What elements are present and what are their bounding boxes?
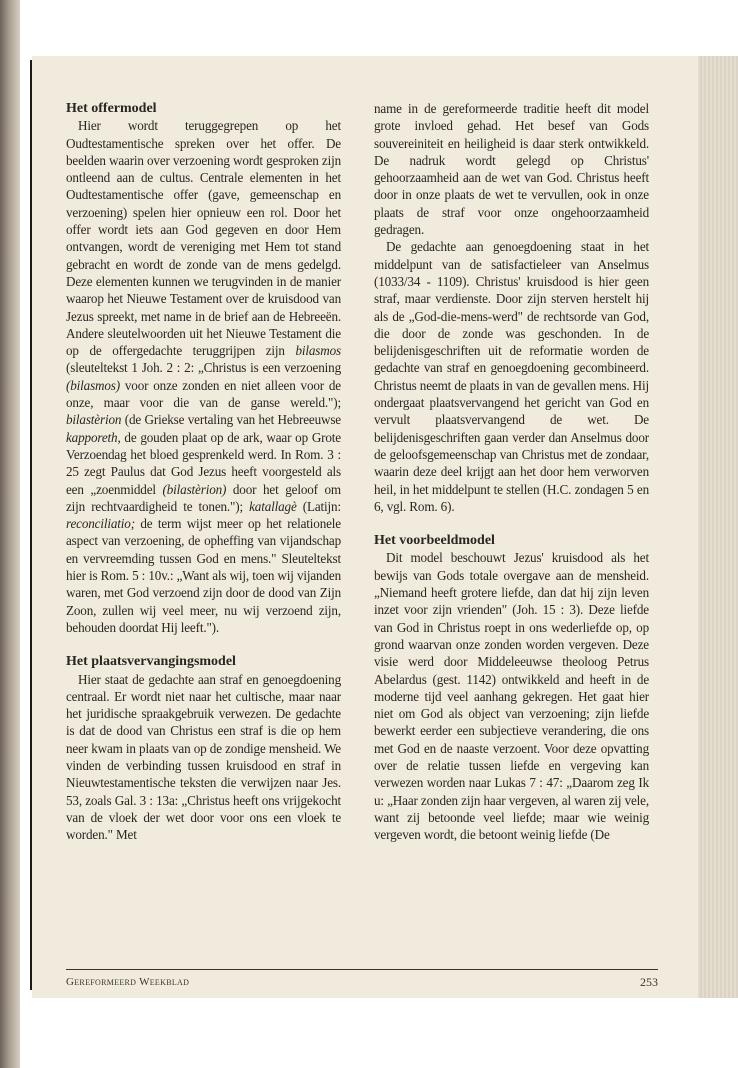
paragraph-plaatsvervanging-continued: name in de gereformeerde traditie heeft dit model grote invloed gehad. Het besef van Gods souvereiniteit en heiligheid is daar sterk ontwikkeld. De nadruk wordt gelegd op Christus' gehoorzaamheid aan de wet van God. Christus heeft door in onze plaats de wet te vervullen, ook in onze plaats de straf voor onze ongehoorzaamheid gedragen.	[374, 101, 649, 238]
section-title-voorbeeldmodel: Het voorbeeldmodel	[374, 533, 495, 549]
publication-name: Gereformeerd Weekblad	[66, 976, 190, 988]
paragraph-voorbeeldmodel: Dit model beschouwt Jezus' kruisdood als het bewijs van Gods totale overgave aan de mensheid. „Niemand heeft grotere liefde, dan dat hij zijn leven inzet voor zijn vrienden" (Joh. 15 : 3). Deze liefde van God in Christus roept in ons wederliefde op, op grond waarvan onze zonden worden vergeven. Deze visie werd door Middeleeuwse theoloog Petrus Abelardus (gest. 1142) ontwikkeld and heeft in de moderne tijd veel aanhang gekregen. Het gaat hier niet om God als object van verzoening; zijn liefde bewerkt eerder een subjectieve verandering, die ons met God en de naaste verzoent. Voor deze opvatting over de relatie tussen liefde en vergeving kan verwezen worden naar Lukas 7 : 47: „Daarom zeg Ik u: „Haar zonden zijn haar vergeven, al waren zij vele, want zij betoonde veel liefde; maar wie weinig vergeven wordt, die betoont weinig liefde (De	[374, 550, 649, 843]
page-edges	[698, 56, 738, 998]
left-column	[66, 100, 341, 843]
paragraph-genoegdoening: De gedachte aan genoegdoening staat in het middelpunt van de satisfactieleer van Anselmus (1033/34 - 1109). Christus' kruisdood is hier geen straf, maar verdienste. Door zijn sterven herstelt hij als de „God-die-mens-werd" de rechtsorde van God, die door de zonde was geschonden. In de belijdenisgeschriften uit de reformatie worden de gedachte van straf en genoegdoening gecombineerd. Christus neemt de plaats in van de gevallen mens. Hij ondergaat plaatsvervangend het gericht van God en vervult plaatsvervangend de wet. De belijdenisgeschriften gaan verder dan Anselmus door de geloofsgemeenschap van Christus met de zondaar, waarin deze deel krijgt aan het door hem verworven heil, in het middelpunt te stellen (H.C. zondagen 5 en 6, vgl. Rom. 6).	[374, 239, 649, 514]
footer-rule	[66, 969, 658, 970]
right-column	[374, 100, 649, 843]
section-title-plaatsvervangingsmodel: Het plaatsvervangingsmodel	[66, 654, 236, 670]
paragraph-offermodel: Hier wordt teruggegrepen op het Oudtestamentische spreken over het offer. De beelden waarin over verzoening wordt gesproken zijn ontleend aan de cultus. Centrale elementen in het Oudtestamentische offer (gave, gemeenschap en verzoening) spelen hier opnieuw een rol. Door het offer wordt iets aan God gegeven en door Hem ontvangen, wordt de vereniging met Hem tot stand gebracht en wordt de zonde van de mens gedelgd. Deze elementen kunnen we terugvinden in de manier waarop het Nieuwe Testament over de kruisdood van Jezus spreekt, met name in de brief aan de Hebreeën. Andere sleutelwoorden uit het Nieuwe Testament die op de offergedachte teruggrijpen zijn bilasmos (sleuteltekst 1 Joh. 2 : 2: „Christus is een verzoening (bilasmos) voor onze zonden en niet alleen voor de onze, maar voor die van de ganse wereld."); bilastèrion (de Griekse vertaling van het Hebreeuwse kapporeth, de gouden plaat op de ark, waar op Grote Verzoendag het bloed gesprenkeld werd. In Rom. 3 : 25 zegt Paulus dat God Jezus heeft voorgesteld als een „zoenmiddel (bilastèrion) door het geloof om zijn rechtvaardigheid te tonen."); katallagè (Latijn: reconciliatio; de term wijst meer op het relationele aspect van verzoening, de opheffing van vijandschap en vervreemding tussen God en mens." Sleuteltekst hier is Rom. 5 : 10v.: „Want als wij, toen wij vijanden waren, met God verzoend zijn door de dood van Zijn Zoon, zullen wij veel meer, nu wij verzoend zijn, behouden doordat Hij leeft.").	[66, 118, 341, 635]
section-title-offermodel: Het offermodel	[66, 101, 157, 116]
page-number: 253	[640, 975, 658, 989]
book-spine-shadow	[0, 0, 20, 1068]
paragraph-plaatsvervanging: Hier staat de gedachte aan straf en genoegdoening centraal. Er wordt niet naar het cultische, maar naar het juridische spraakgebruik verwezen. De gedachte is dat de dood van Christus een straf is die op hem neer kwam in plaats van op de zondige mensheid. We vinden de verbinding tussen kruisdood en straf in Nieuwtestamentische teksten die verwijzen naar Jes. 53, zoals Gal. 3 : 13a: „Christus heeft ons vrijgekocht van de vloek der wet door voor ons een vloek te worden." Met	[66, 671, 341, 843]
